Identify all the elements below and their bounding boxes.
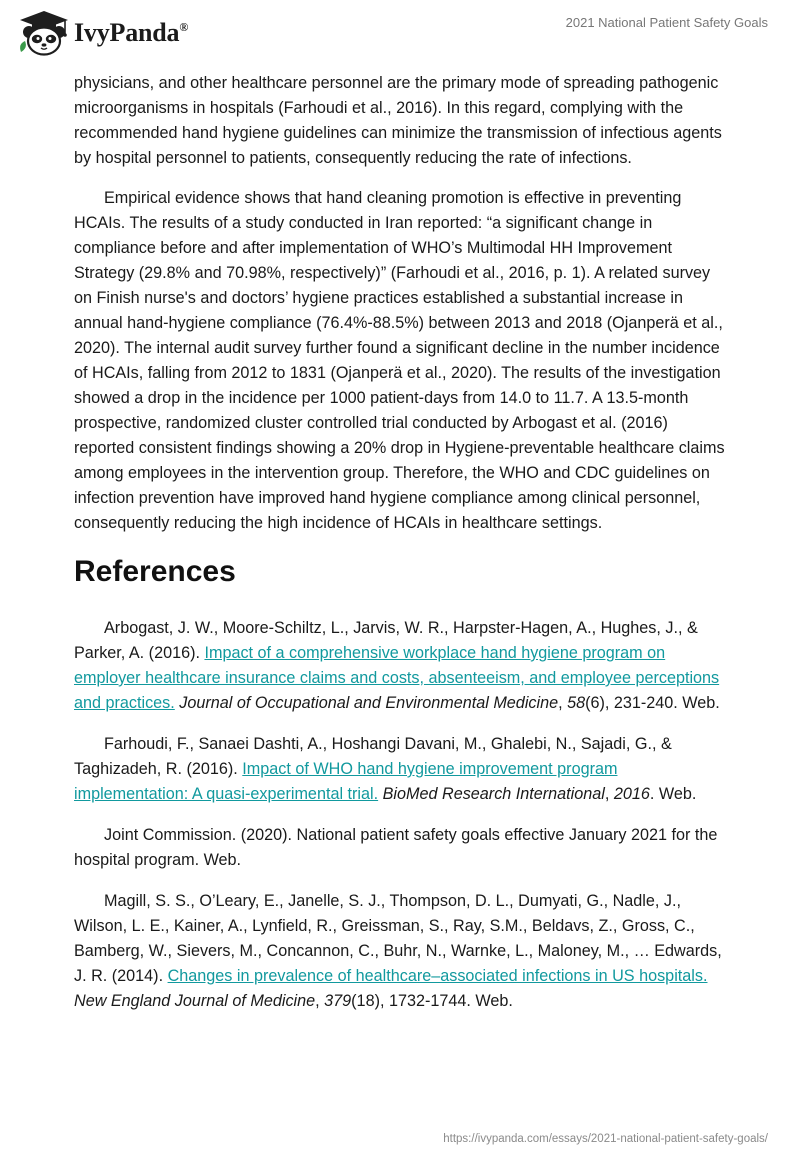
reference-item: Magill, S. S., O’Leary, E., Janelle, S. J., Thompson, D. L., Dumyati, G., Nadle, J., Wilson, L. E., Kainer, A., Lynfield, R., Greissman, S., Ray, S.M., Beldavs, Z., Gross, C., Bamberg, W., Sievers, M., Concannon, C., Buhr, N., Warnke, L., Maloney, M., … Edwards, J. R. (2014). Changes in prevalence of healthcare–associated infections in US hospitals. New England Journal of Medicine, 379(18), 1732-1744. Web. bbox=[74, 892, 722, 1010]
reference-item: Farhoudi, F., Sanaei Dashti, A., Hoshangi Davani, M., Ghalebi, N., Sajadi, G., & Taghizadeh, R. (2016). Impact of WHO hand hygiene improvement program implementation: A quasi-experimental trial. BioMed Research International, 2016. Web. bbox=[74, 735, 697, 803]
reference-link[interactable]: Impact of WHO hand hygiene improvement program implementation: A quasi-experimental trial. bbox=[74, 760, 618, 803]
registered-mark: ® bbox=[179, 20, 189, 34]
panda-graduate-icon bbox=[16, 10, 72, 56]
footer-url[interactable]: https://ivypanda.com/essays/2021-national-patient-safety-goals/ bbox=[443, 1133, 768, 1145]
reference-item: Arbogast, J. W., Moore-Schiltz, L., Jarvis, W. R., Harpster-Hagen, A., Hughes, J., & Parker, A. (2016). Impact of a comprehensive workplace hand hygiene program on employer healthcare insurance claims and costs, absenteeism, and employee perceptions and practices. Journal of Occupational and Environmental Medicine, 58(6), 231-240. Web. bbox=[74, 619, 720, 712]
reference-link[interactable]: Changes in prevalence of healthcare–associated infections in US hospitals. bbox=[167, 967, 708, 985]
reference-item: Joint Commission. (2020). National patient safety goals effective January 2021 for the hospital program. Web. bbox=[74, 826, 718, 869]
body-paragraph-1: physicians, and other healthcare personnel are the primary mode of spreading pathogenic microorganisms in hospitals (Farhoudi et al., 2016). In this regard, complying with the recommended hand hygiene guidelines can minimize the transmission of infectious agents by hospital personnel to patients, consequently reducing the rate of infections. bbox=[74, 74, 722, 167]
logo[interactable] bbox=[16, 10, 188, 56]
references-heading: References bbox=[74, 555, 236, 588]
essay-content bbox=[74, 71, 730, 1030]
body-paragraph-2: Empirical evidence shows that hand cleaning promotion is effective in preventing HCAIs. The results of a study conducted in Iran reported: “a significant change in compliance before and after implementation of WHO’s Multimodal HH Improvement Strategy (29.8% and 70.98%, respectively)” (Farhoudi et al., 2016, p. 1). A related survey on Finish nurse's and doctors’ hygiene practices established a substantial increase in annual hand-hygiene compliance (76.4%-88.5%) between 2013 and 2018 (Ojanperä et al., 2020). The internal audit survey further found a significant decline in the number incidence of HCAIs, falling from 2012 to 1831 (Ojanperä et al., 2020). The results of the investigation showed a drop in the incidence per 1000 patient-days from 14.0 to 11.7. A 13.5-month prospective, randomized cluster controlled trial conducted by Arbogast et al. (2016) reported consistent findings showing a 20% drop in Hygiene-preventable healthcare claims among employees in the intervention group. Therefore, the WHO and CDC guidelines on infection prevention have improved hand hygiene compliance among clinical personnel, consequently reducing the high incidence of HCAIs in healthcare settings. bbox=[74, 189, 725, 532]
reference-link[interactable]: Impact of a comprehensive workplace hand hygiene program on employer healthcare insurance claims and costs, absenteeism, and employee perceptions and practices. bbox=[74, 644, 720, 712]
brand-name: IvyPanda® bbox=[74, 18, 189, 47]
page-header bbox=[0, 0, 800, 70]
document-title: 2021 National Patient Safety Goals bbox=[565, 15, 768, 30]
